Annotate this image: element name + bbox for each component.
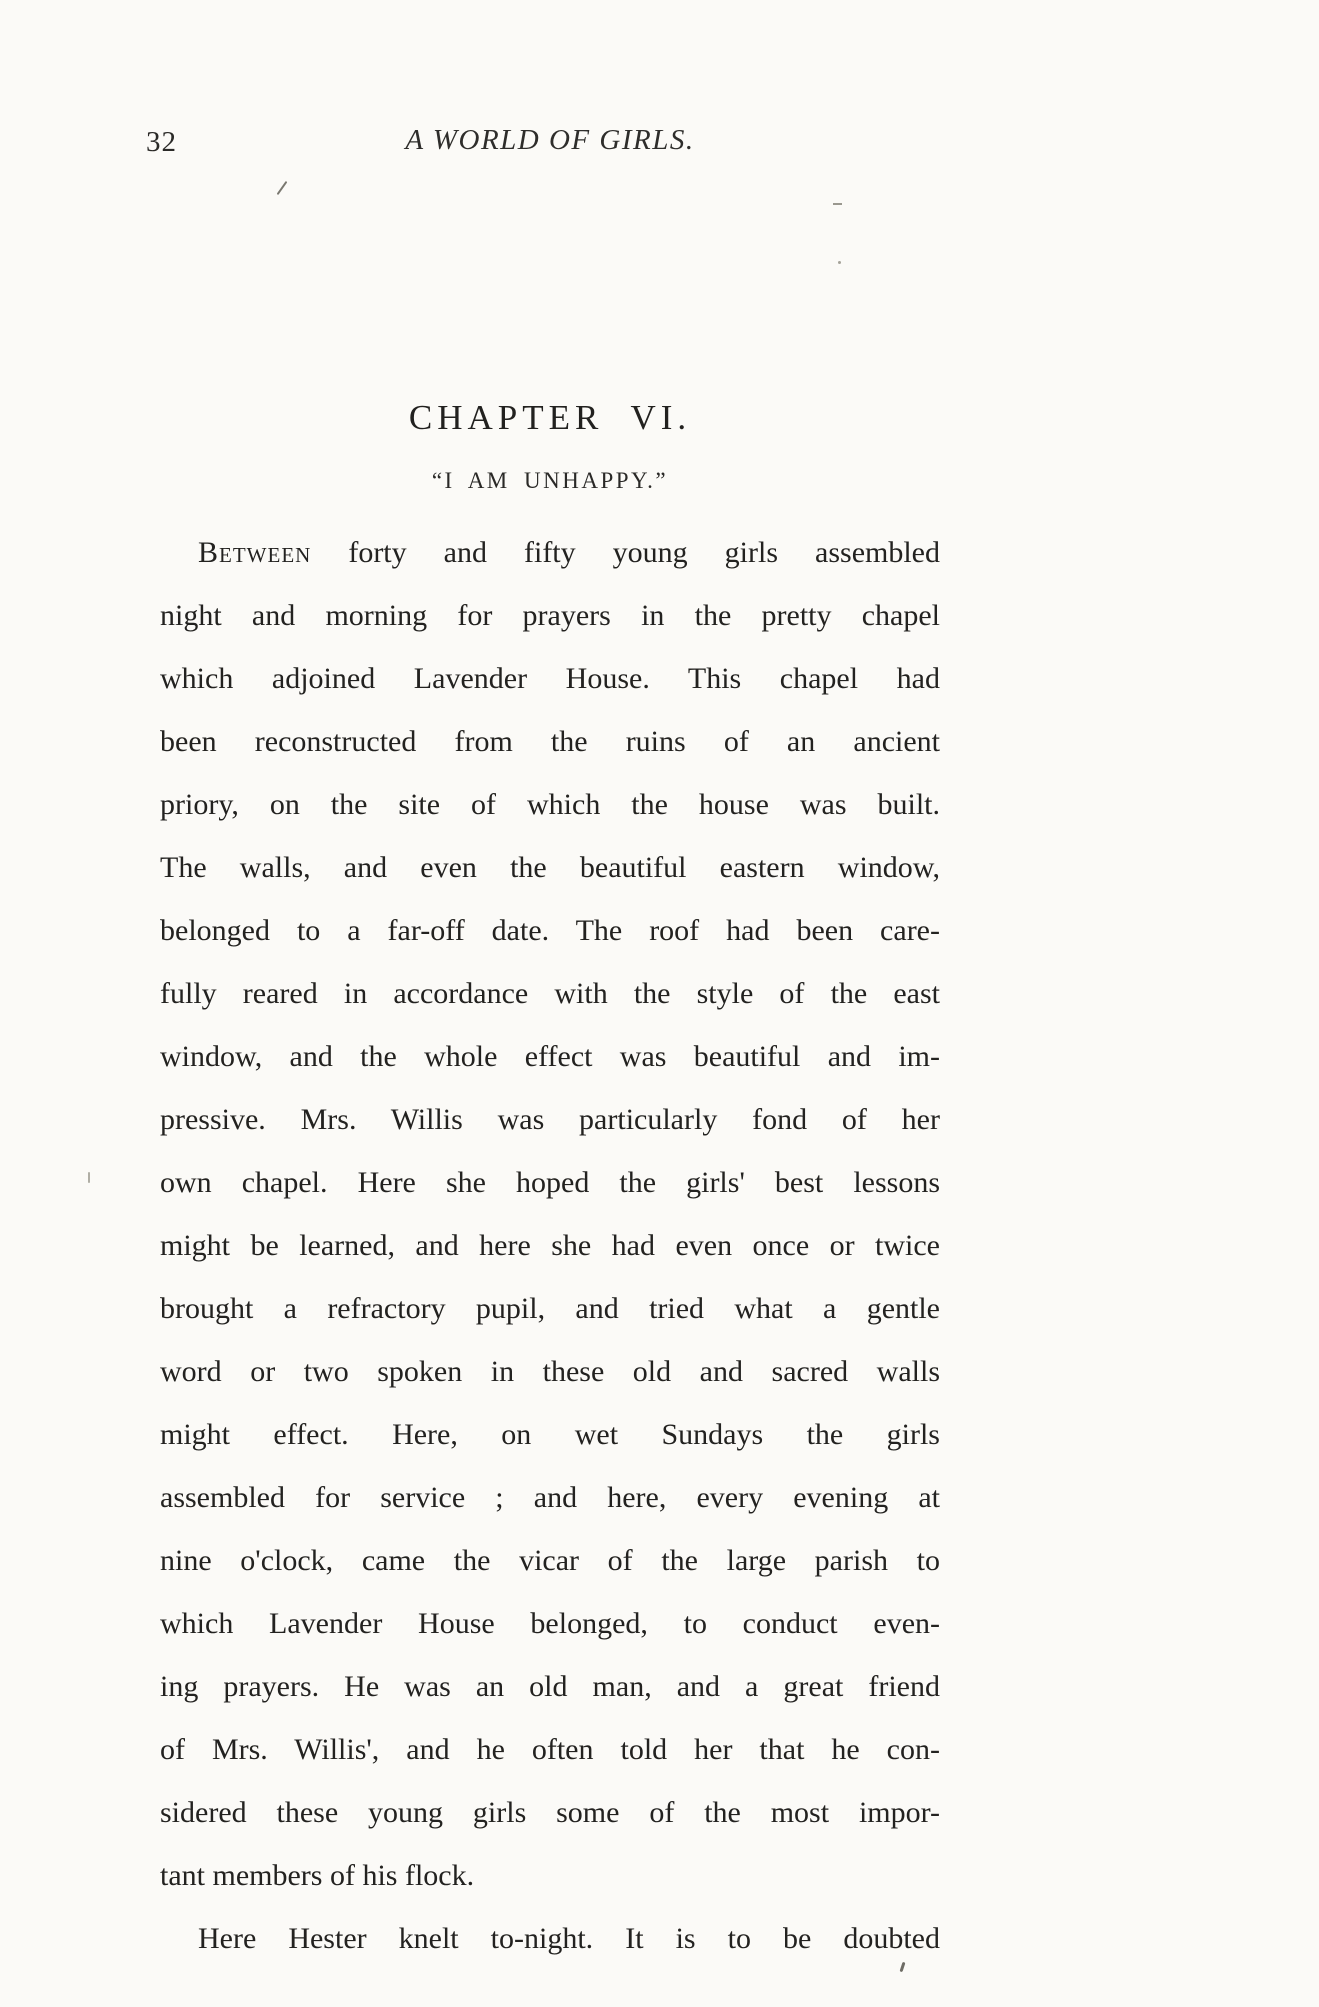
text-line: fully reared in accordance with the style of the east (160, 977, 940, 1010)
text-line: which adjoined Lavender House. This chapel had (160, 662, 940, 695)
text-line: window, and the whole effect was beautiful and im- (160, 1040, 940, 1073)
text-line: might be learned, and here she had even once or twice (160, 1229, 940, 1262)
text-line: of Mrs. Willis', and he often told her that he con- (160, 1733, 940, 1766)
text-line: The walls, and even the beautiful eastern window, (160, 851, 940, 884)
text-line: pressive. Mrs. Willis was particularly fond of her (160, 1103, 940, 1136)
page-number: 32 (146, 126, 177, 158)
body-text (160, 521, 940, 1970)
scan-artifact-dash (833, 203, 842, 205)
text-line: sidered these young girls some of the most impor- (160, 1796, 940, 1829)
chapter-subtitle: “I AM UNHAPPY.” (431, 468, 669, 493)
scan-artifact-tick (88, 1172, 90, 1183)
text-line: tant members of his flock. (160, 1859, 475, 1892)
text-line: priory, on the site of which the house was built. (160, 788, 940, 821)
text-line: Between forty and fifty young girls assembled (198, 536, 940, 569)
running-header: A WORLD OF GIRLS. (405, 124, 695, 156)
text-line: ing prayers. He was an old man, and a great friend (160, 1670, 940, 1703)
text-line: brought a refractory pupil, and tried what a gentle (160, 1292, 940, 1325)
text-line: might effect. Here, on wet Sundays the girls (160, 1418, 940, 1451)
scan-artifact-slash (277, 181, 288, 195)
chapter-heading: CHAPTER VI. (408, 398, 692, 437)
text-line: assembled for service ; and here, every evening at (160, 1481, 940, 1514)
smallcaps-lead-word: Between (198, 536, 312, 569)
text-line: nine o'clock, came the vicar of the large parish to (160, 1544, 940, 1577)
text-line: night and morning for prayers in the pretty chapel (160, 599, 940, 632)
text-line: been reconstructed from the ruins of an ancient (160, 725, 940, 758)
text-line: belonged to a far-off date. The roof had been care- (160, 914, 940, 947)
text-line: word or two spoken in these old and sacred walls (160, 1355, 940, 1388)
text-line: Here Hester knelt to-night. It is to be doubted (198, 1922, 940, 1955)
scan-artifact-dot (838, 261, 841, 264)
text-line: own chapel. Here she hoped the girls' best lessons (160, 1166, 940, 1199)
text-line: which Lavender House belonged, to conduct even- (160, 1607, 940, 1640)
